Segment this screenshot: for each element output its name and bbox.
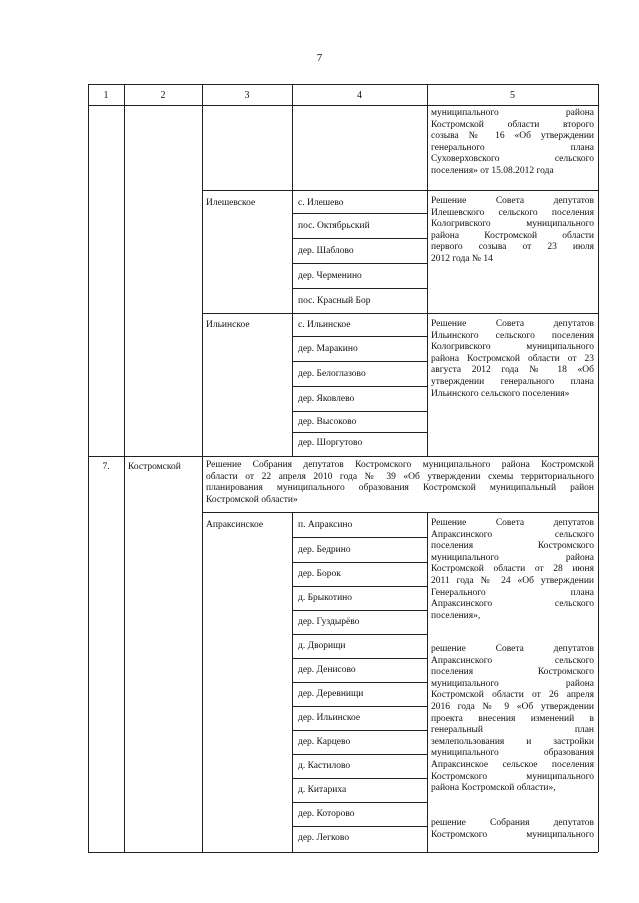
row-border (292, 706, 427, 707)
locality: д. Кастилово (298, 761, 351, 771)
text-line: Кологривского муниципального (431, 219, 594, 230)
text-line: области от 22 апреля 2010 года № 39 «Об утверждении схемы территориального (206, 471, 594, 482)
locality: дер. Легково (298, 833, 350, 843)
locality: дер. Высоково (298, 417, 357, 427)
row-border (292, 778, 427, 779)
row-border (292, 361, 427, 362)
locality: с. Ильинское (298, 320, 351, 330)
locality: дер. Яковлево (298, 394, 355, 404)
header-col-1: 1 (103, 90, 109, 101)
text-line: 2012 года № 14 (431, 253, 493, 264)
locality: дер. Ильинское (298, 713, 361, 723)
row-border (292, 658, 427, 659)
locality: д. Китариха (298, 785, 347, 795)
row-border (292, 562, 427, 563)
text-line: 2011 года № 24 «Об утверждении (431, 575, 594, 586)
locality: дер. Которово (298, 809, 355, 819)
col-border (292, 84, 293, 456)
text-line: 2016 года № 9 «Об утверждении (431, 701, 594, 712)
text-line: решение Собрания депутатов (431, 818, 594, 828)
locality: дер. Денисово (298, 665, 356, 675)
text-line: поселения Костромского (431, 541, 594, 552)
col-border (427, 512, 428, 852)
row-border (292, 730, 427, 731)
header-bottom-border (88, 105, 598, 106)
district-name: Костромской (128, 462, 181, 472)
text-line: Илешевского сельского поселения (431, 207, 594, 218)
page-number: 7 (316, 52, 323, 64)
text-line: Апраксинского сельского (431, 529, 594, 540)
col-border (88, 84, 89, 852)
text-line: Ильинского сельского поселения» (431, 388, 570, 399)
row-border (292, 826, 427, 827)
col-border (427, 84, 428, 456)
table-right-border (598, 84, 599, 852)
text-line: Костромской области от 26 апреля (431, 690, 594, 701)
text-line: созыва № 16 «Об утверждении (431, 131, 594, 142)
locality: дер. Шаблово (298, 246, 354, 256)
ilinskoe-decision (431, 319, 594, 400)
row-number: 7. (102, 462, 110, 472)
text-line: Костромского муниципального (431, 771, 594, 782)
text-line: Кологривского муниципального (431, 342, 594, 353)
text-line: муниципального района (431, 552, 594, 563)
text-line: Костромского муниципального (431, 829, 594, 840)
text-line: Апраксинского сельского (431, 599, 594, 610)
apraksinskoe-decision-1 (431, 518, 594, 622)
cont-decision (431, 108, 594, 178)
text-line: Костромской области» (206, 494, 298, 505)
locality: п. Апраксино (298, 520, 353, 530)
row-border (292, 411, 427, 412)
text-line: первого созыва от 23 июля (431, 242, 594, 253)
text-line: генерального плана (431, 142, 594, 153)
text-line: Суховерховского сельского (431, 154, 594, 165)
locality: дер. Шоргутово (298, 438, 363, 448)
settlement-name: Илешевское (206, 198, 256, 208)
text-line: Ильинского сельского поселения (431, 330, 594, 341)
row-border (292, 213, 427, 214)
row-border (292, 263, 427, 264)
text-line: планирования муниципального образования Костромской муниципальный район (206, 483, 594, 494)
header-col-5: 5 (510, 90, 515, 101)
text-line: Решение Совета депутатов (431, 319, 594, 329)
text-line: муниципального района (431, 678, 594, 689)
text-line: муниципального района (431, 108, 594, 118)
row-border (292, 386, 427, 387)
col-border (292, 512, 293, 852)
text-line: поселения», (431, 610, 481, 621)
row-border (292, 432, 427, 433)
district-decision (206, 460, 594, 506)
locality: дер. Деревнищи (298, 689, 364, 699)
locality: дер. Черменино (298, 271, 362, 281)
locality: пос. Октябрьский (298, 221, 370, 231)
header-col-4: 4 (357, 90, 362, 101)
row-border (202, 190, 598, 191)
row-border (292, 336, 427, 337)
apraksinskoe-decision-3 (431, 818, 594, 841)
locality: д. Брыкотино (298, 593, 352, 603)
col-border (124, 84, 125, 852)
row-border (88, 456, 598, 457)
row-border (292, 802, 427, 803)
locality: дер. Бедрино (298, 545, 351, 555)
text-line: землепользования и застройки (431, 736, 594, 747)
text-line: поселения» от 15.08.2012 года (431, 165, 554, 176)
text-line: района Костромской области», (431, 783, 556, 794)
text-line: решение Совета депутатов (431, 644, 594, 654)
header-col-3: 3 (244, 90, 250, 101)
row-border (292, 682, 427, 683)
text-line: Решение Собрания депутатов Костромского муниципального района Костромской (206, 460, 594, 470)
locality: с. Илешево (298, 198, 344, 208)
settlement-name: Ильинское (206, 320, 250, 330)
locality: дер. Белоглазово (298, 369, 366, 379)
table-bottom-border (88, 852, 598, 853)
text-line: проекта внесения изменений в (431, 713, 594, 724)
text-line: Решение Совета депутатов (431, 196, 594, 206)
text-line: поселения Костромского (431, 667, 594, 678)
table-top-border (88, 84, 598, 85)
locality: дер. Борок (298, 569, 341, 579)
row-border (292, 586, 427, 587)
settlement-name: Апраксинское (206, 520, 264, 530)
text-line: Апраксинское сельское поселения (431, 759, 594, 770)
ileshevskoe-decision (431, 196, 594, 266)
text-line: Решение Совета депутатов (431, 518, 594, 528)
locality: пос. Красный Бор (298, 296, 371, 306)
text-line: Костромской области второго (431, 119, 594, 130)
text-line: Костромской области от 28 июня (431, 564, 594, 575)
text-line: Апраксинского сельского (431, 655, 594, 666)
row-border (292, 238, 427, 239)
text-line: августа 2012 года № 18 «Об (431, 365, 594, 376)
locality: д. Дворищи (298, 641, 346, 651)
text-line: района Костромской области (431, 230, 594, 241)
apraksinskoe-decision-2 (431, 644, 594, 795)
text-line: генеральный план (431, 725, 594, 736)
row-border (202, 313, 598, 314)
row-border (292, 754, 427, 755)
row-border (292, 537, 427, 538)
col-border (202, 84, 203, 852)
row-border (292, 610, 427, 611)
header-col-2: 2 (160, 90, 166, 101)
locality: дер. Карцево (298, 737, 351, 747)
text-line: района Костромской области от 23 (431, 353, 594, 364)
text-line: утверждении генерального плана (431, 376, 594, 387)
row-border (202, 512, 598, 513)
locality: дер. Гуздырёво (298, 617, 360, 627)
row-border (292, 288, 427, 289)
locality: дер. Маракино (298, 344, 358, 354)
text-line: Генерального плана (431, 587, 594, 598)
row-border (292, 634, 427, 635)
text-line: муниципального образования (431, 748, 594, 759)
